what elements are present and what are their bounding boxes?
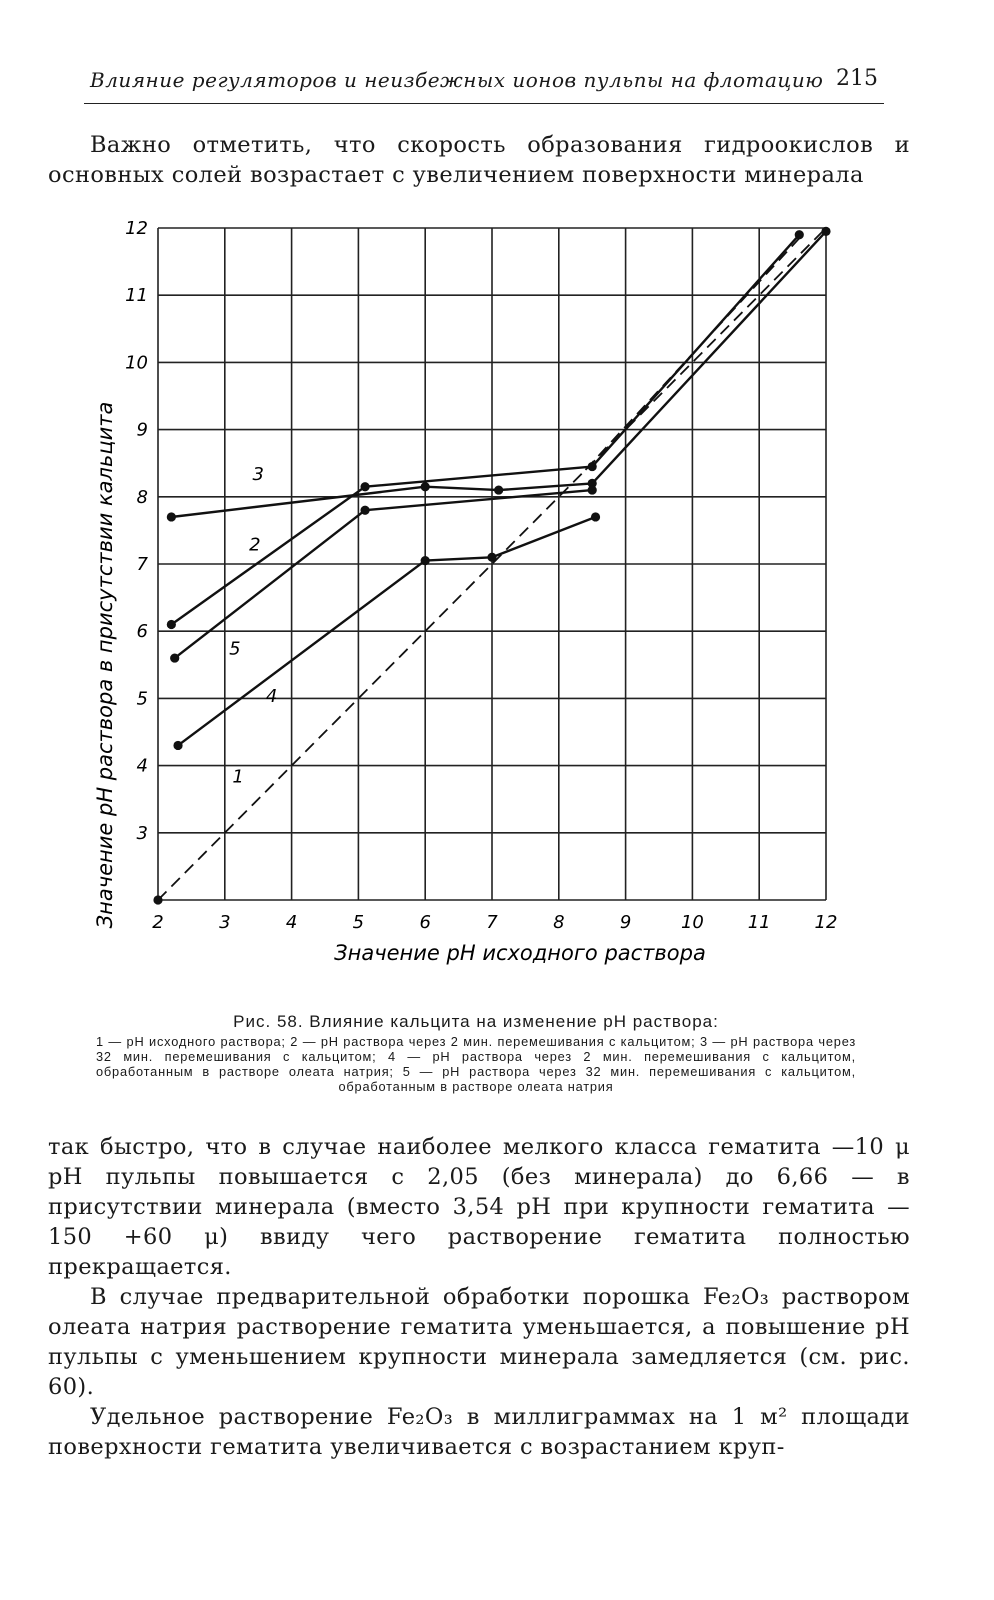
series-2-point-0 bbox=[167, 620, 176, 629]
body-paragraph-1: так быстро, что в случае наиболее мелкого класса гематита —10 μ pH пульпы повышается с 2,05 (без минерала) до 6,66 — в присутствии минерала (вместо 3,54 pH при крупности гематита —150 +60 μ) ввиду чего растворение гематита полностью прекращается. bbox=[48, 1134, 910, 1280]
y-tick-label-4: 4 bbox=[136, 755, 148, 777]
figure-caption bbox=[96, 1012, 856, 1094]
x-tick-label-10: 10 bbox=[680, 912, 704, 933]
body-text bbox=[48, 1132, 910, 1462]
y-tick-label-6: 6 bbox=[136, 621, 148, 643]
y-tick-label-5: 5 bbox=[136, 688, 148, 710]
x-tick-label-12: 12 bbox=[814, 912, 838, 933]
y-tick-label-8: 8 bbox=[136, 486, 148, 508]
series-1-origin-point bbox=[153, 895, 162, 904]
series-2-point-2 bbox=[588, 462, 597, 471]
x-axis-label: Значение pH исходного раствора bbox=[334, 941, 706, 965]
body-paragraph-2: В случае предварительной обработки порошка Fe₂O₃ раствором олеата натрия растворение гематита уменьшается, а повышение pH пульпы с уменьшением крупности минерала замедляется (см. рис. 60). bbox=[48, 1284, 910, 1400]
y-tick-label-10: 10 bbox=[125, 352, 148, 374]
y-tick-label-3: 3 bbox=[136, 822, 148, 844]
intro-text: Важно отметить, что скорость образования гидроокислов и основных солей возрастает с увеличением поверхности минерала bbox=[48, 132, 910, 188]
figure-58-chart bbox=[0, 210, 994, 1000]
x-tick-label-11: 11 bbox=[747, 912, 771, 933]
series-line-5-5 bbox=[175, 490, 593, 658]
running-title: Влияние регуляторов и неизбежных ионов пульпы на флотацию bbox=[90, 68, 824, 92]
series-4-point-3 bbox=[591, 512, 600, 521]
y-tick-label-9: 9 bbox=[136, 419, 148, 441]
y-axis-label: Значение pH раствора в присутствии кальцита bbox=[93, 401, 117, 929]
x-tick-label-3: 3 bbox=[219, 912, 231, 933]
series-4-point-0 bbox=[173, 741, 182, 750]
series-5-point-1 bbox=[360, 506, 369, 515]
series-3-point-0 bbox=[167, 512, 176, 521]
page-number: 215 bbox=[836, 66, 878, 91]
series-label-5: 5 bbox=[229, 638, 241, 660]
y-tick-label-12: 12 bbox=[125, 218, 148, 239]
x-tick-label-4: 4 bbox=[285, 912, 298, 933]
y-tick-label-11: 11 bbox=[125, 285, 148, 307]
series-4-point-1 bbox=[421, 556, 430, 565]
x-tick-label-5: 5 bbox=[352, 912, 365, 933]
chart-series-labels bbox=[229, 464, 277, 787]
x-tick-label-6: 6 bbox=[419, 912, 431, 933]
series-label-4: 4 bbox=[265, 685, 278, 707]
x-tick-label-2: 2 bbox=[152, 912, 164, 933]
series-2-point-1 bbox=[360, 482, 369, 491]
series-label-2: 2 bbox=[249, 534, 261, 556]
intro-paragraph bbox=[48, 130, 910, 190]
series-5-point-0 bbox=[170, 653, 179, 662]
x-tick-label-8: 8 bbox=[553, 912, 565, 933]
series-label-1: 1 bbox=[232, 766, 244, 788]
series-5-point-2 bbox=[588, 485, 597, 494]
series-4-point-2 bbox=[487, 553, 496, 562]
x-tick-label-7: 7 bbox=[486, 912, 498, 933]
body-paragraph-3: Удельное растворение Fe₂O₃ в миллиграммах на 1 м² площади поверхности гематита увеличивается с возрастанием круп- bbox=[48, 1404, 910, 1460]
series-3-point-2 bbox=[494, 485, 503, 494]
running-header bbox=[84, 60, 884, 104]
series-3-point-4 bbox=[821, 227, 830, 236]
x-tick-label-9: 9 bbox=[619, 912, 632, 933]
y-tick-label-7: 7 bbox=[136, 554, 148, 575]
header-rule bbox=[84, 103, 884, 104]
series-2-point-3 bbox=[795, 230, 804, 239]
series-label-3: 3 bbox=[252, 464, 264, 485]
caption-title: Рис. 58. Влияние кальцита на изменение pH раствора: bbox=[233, 1012, 719, 1031]
caption-legend: 1 — pH исходного раствора; 2 — pH раствора через 2 мин. перемешивания с кальцитом; 3 — pH раствора через 32 мин. перемешивания с кальцитом; 4 — pH раствора через 2 мин. перемешивания с кальцитом, обработанным в растворе олеата натрия; 5 — pH раствора через 32 мин. перемешивания с кальцитом, обработанным в растворе олеата натрия bbox=[96, 1034, 856, 1094]
series-3-point-1 bbox=[421, 482, 430, 491]
